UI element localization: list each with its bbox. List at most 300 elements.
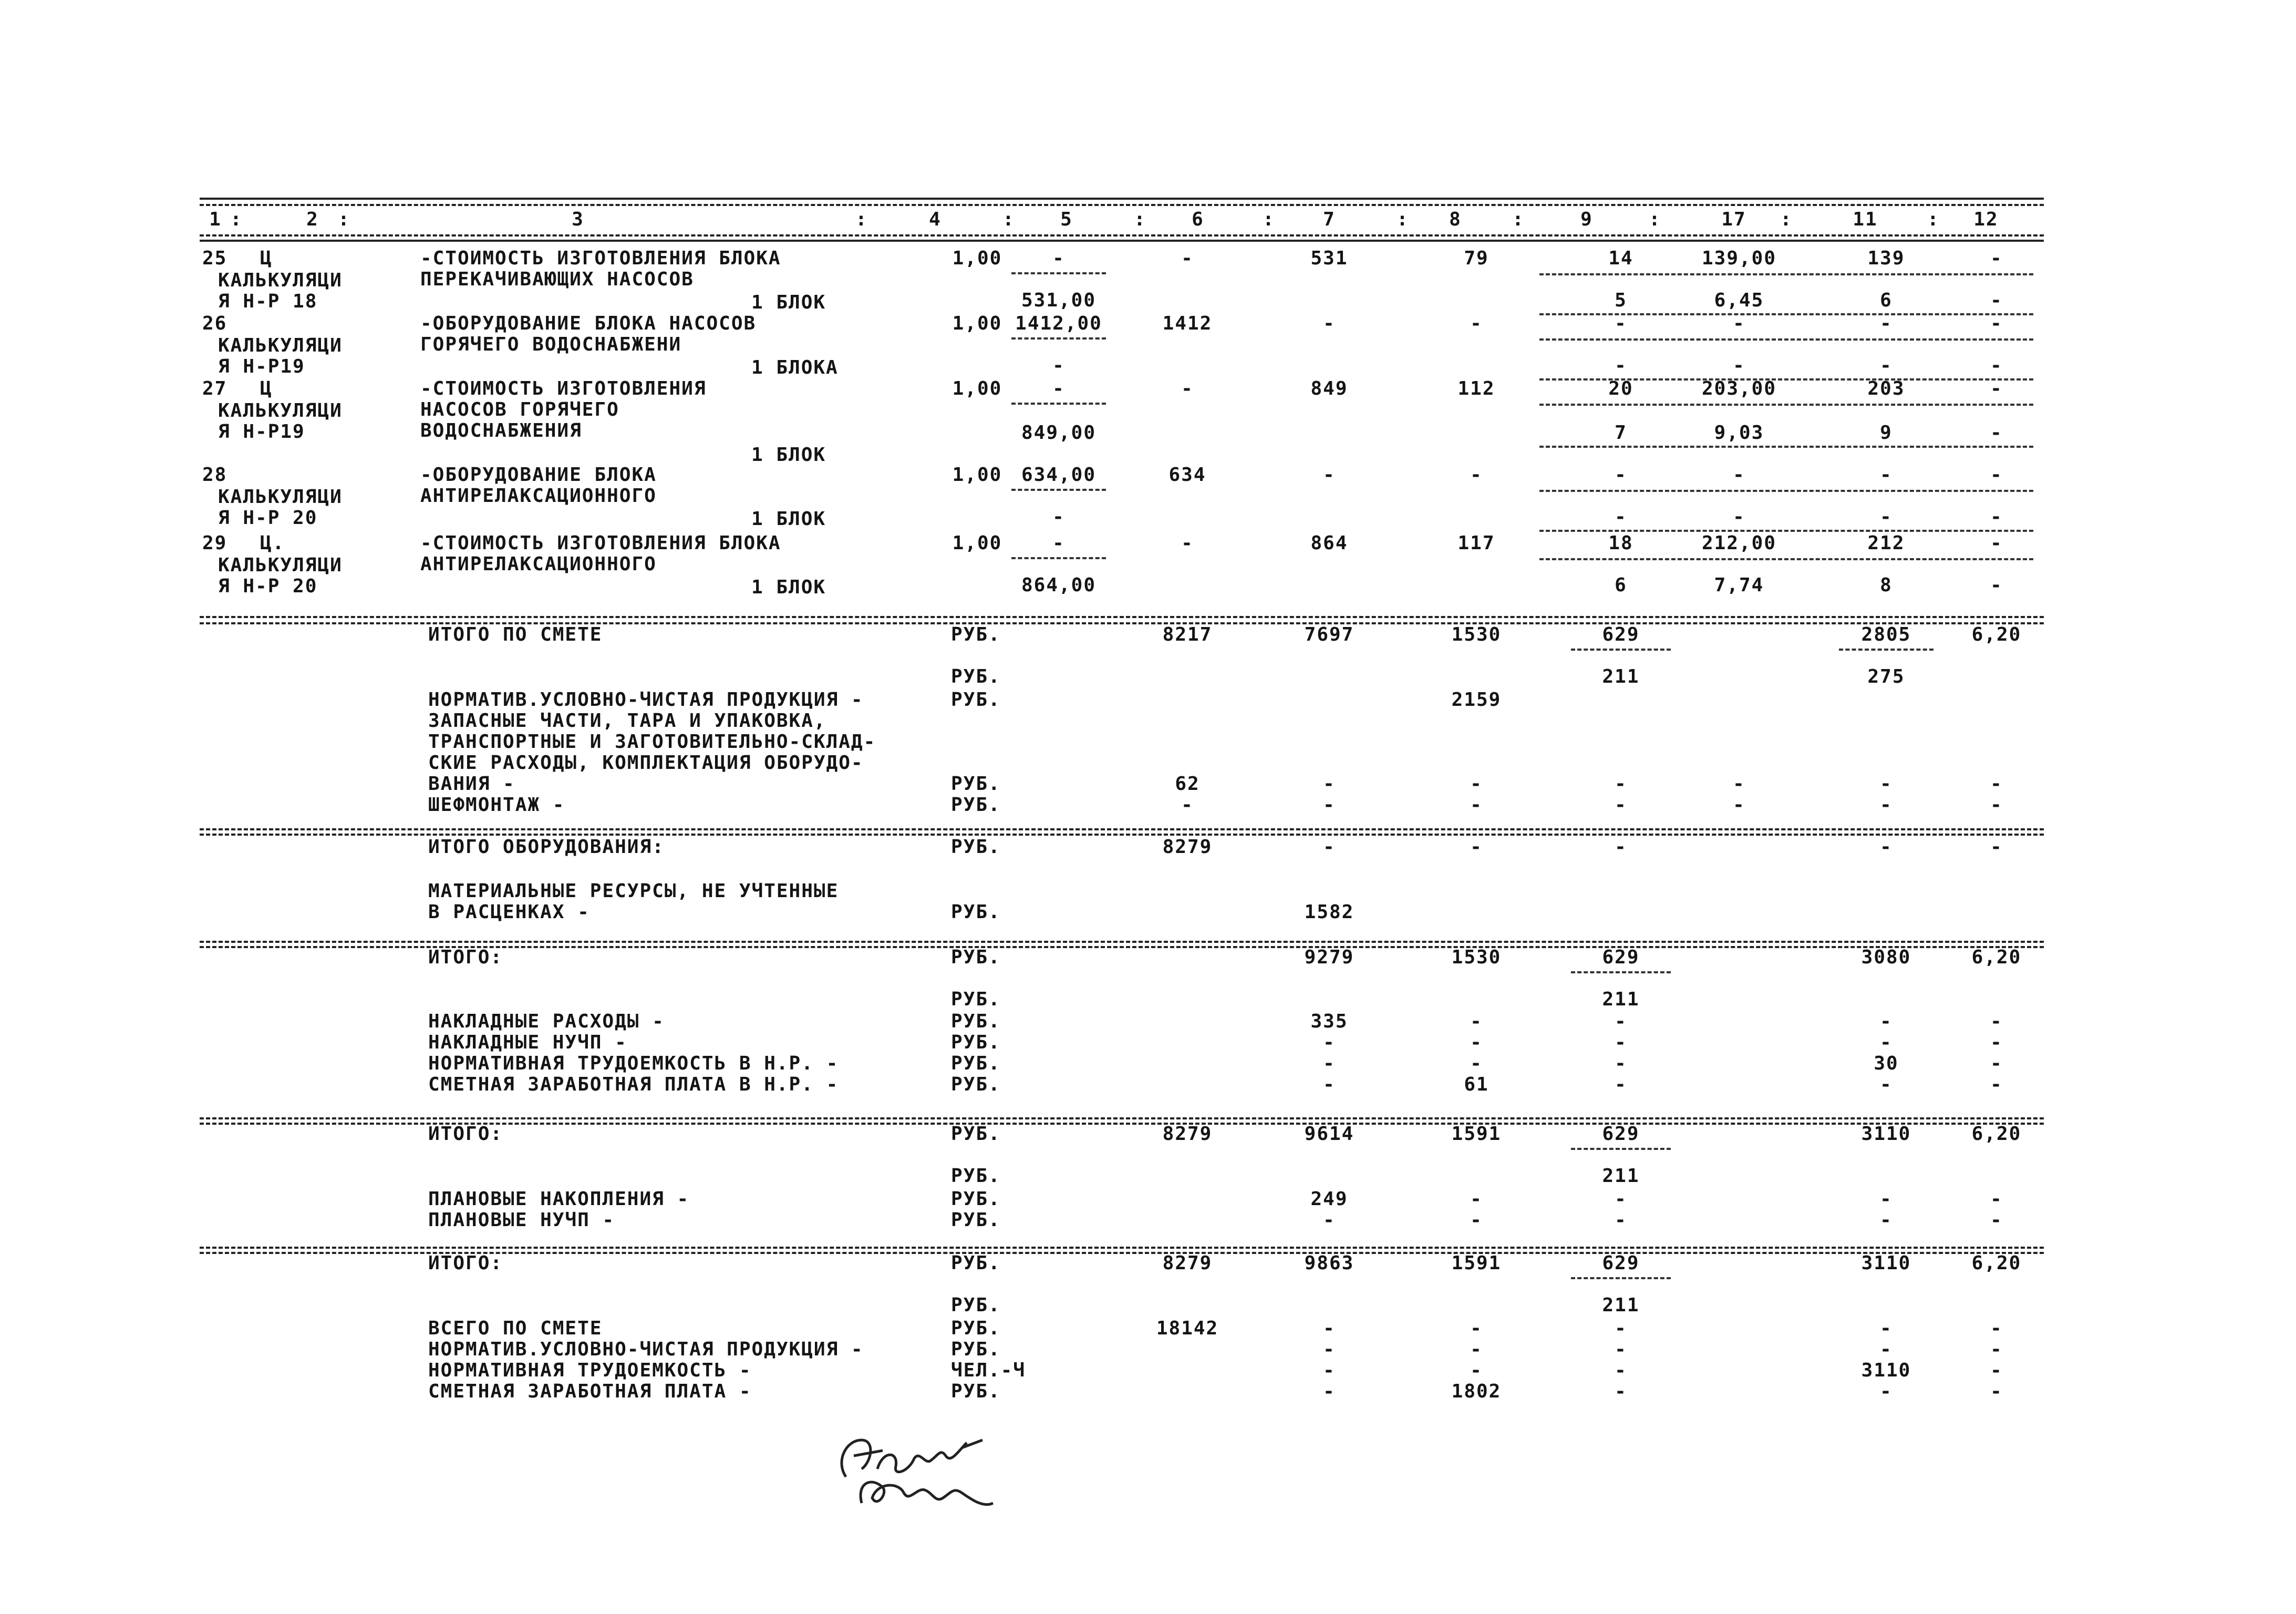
- section-rule: [200, 1123, 2044, 1125]
- summary-c11: -: [1880, 1011, 1892, 1032]
- summary-unit: РУБ.: [951, 1123, 1001, 1145]
- summary-c8: -: [1470, 1339, 1483, 1360]
- summary-c9: -: [1615, 1360, 1627, 1381]
- item-col10-sub: 6,45: [1714, 290, 1764, 311]
- summary-c9: -: [1615, 1011, 1627, 1032]
- column-header: 12: [1973, 209, 1999, 230]
- summary-c10: -: [1733, 773, 1745, 795]
- summary-c11: -: [1880, 1032, 1892, 1053]
- column-header: :: [1263, 209, 1275, 230]
- summary-label: ТРАНСПОРТНЫЕ И ЗАГОТОВИТЕЛЬНО-СКЛАД-: [428, 731, 876, 753]
- summary-c12: 6,20: [1971, 624, 2022, 645]
- summary-c9: 629: [1602, 624, 1640, 645]
- item-description: -СТОИМОСТЬ ИЗГОТОВЛЕНИЯ: [420, 378, 707, 399]
- item-quantity: 1,00: [952, 532, 1002, 554]
- item-col12: -: [1990, 248, 2003, 269]
- summary-c11: 3110: [1861, 1252, 1911, 1274]
- summary-c9: -: [1615, 1209, 1627, 1231]
- item-description: -СТОИМОСТЬ ИЗГОТОВЛЕНИЯ БЛОКА: [420, 532, 781, 554]
- item-unit: 1 БЛОК: [751, 292, 826, 313]
- item-col5: 1412,00: [1015, 313, 1102, 334]
- summary-c12: -: [1990, 1032, 2003, 1053]
- column-header: :: [1134, 209, 1146, 230]
- summary-c8: 1591: [1451, 1252, 1502, 1274]
- summary-unit-sub: РУБ.: [951, 1165, 1001, 1187]
- item-col8: -: [1470, 313, 1483, 334]
- item-col9: -: [1615, 464, 1627, 486]
- table-top-rule: [200, 198, 2044, 200]
- item-col10: 139,00: [1701, 248, 1777, 269]
- summary-c9: -: [1615, 1053, 1627, 1074]
- summary-c11: 3110: [1861, 1360, 1911, 1381]
- item-col7: -: [1323, 464, 1336, 486]
- column-header: :: [1927, 209, 1940, 230]
- summary-c11: -: [1880, 836, 1892, 858]
- column-header: :: [1780, 209, 1793, 230]
- item-calculation-ref: Я Н-Р 20: [218, 575, 318, 597]
- item-col5: -: [1052, 532, 1065, 554]
- item-separator: [1539, 530, 2033, 532]
- cell-rule: [1011, 272, 1106, 274]
- summary-c11: -: [1880, 1381, 1892, 1402]
- item-number: 29: [202, 532, 227, 554]
- summary-c11: 3080: [1861, 947, 1911, 968]
- item-col9-sub: 7: [1615, 422, 1627, 444]
- item-description: АНТИРЕЛАКСАЦИОННОГО: [420, 485, 657, 507]
- column-header: 9: [1580, 209, 1593, 230]
- item-calculation-ref: Я Н-Р 20: [218, 507, 318, 529]
- summary-c9-sub: 211: [1602, 1165, 1640, 1187]
- item-quantity: 1,00: [952, 313, 1002, 334]
- column-header: :: [1397, 209, 1409, 230]
- item-calculation-ref: КАЛЬКУЛЯЦИ: [218, 554, 343, 576]
- summary-unit-sub: РУБ.: [951, 666, 1001, 687]
- summary-c7: -: [1323, 1318, 1336, 1339]
- summary-c6: 18142: [1156, 1318, 1219, 1339]
- item-col5-sub: 531,00: [1021, 290, 1097, 311]
- item-quantity: 1,00: [952, 248, 1002, 269]
- summary-unit: РУБ.: [951, 901, 1001, 923]
- item-col10-sub: -: [1733, 355, 1745, 376]
- summary-c12: -: [1990, 1318, 2003, 1339]
- item-subline: [1539, 490, 2033, 492]
- column-header: 3: [572, 209, 584, 230]
- summary-c7: -: [1323, 1209, 1336, 1231]
- summary-label: ИТОГО:: [428, 947, 503, 968]
- summary-unit: РУБ.: [951, 1318, 1001, 1339]
- summary-c7: -: [1323, 1381, 1336, 1402]
- summary-label: МАТЕРИАЛЬНЫЕ РЕСУРСЫ, НЕ УЧТЕННЫЕ: [428, 880, 839, 902]
- summary-c7: 9614: [1304, 1123, 1354, 1145]
- summary-c11: 30: [1874, 1053, 1899, 1074]
- item-col11-sub: 9: [1880, 422, 1892, 444]
- item-description: АНТИРЕЛАКСАЦИОННОГО: [420, 553, 657, 575]
- summary-c8: 1591: [1451, 1123, 1502, 1145]
- summary-c12: -: [1990, 1209, 2003, 1231]
- summary-unit: РУБ.: [951, 624, 1001, 645]
- summary-c12: 6,20: [1971, 1123, 2022, 1145]
- column-header: :: [1649, 209, 1661, 230]
- item-calculation-ref: Я Н-Р19: [218, 356, 305, 377]
- summary-c8: -: [1470, 1188, 1483, 1210]
- summary-label: НОРМАТИВ.УСЛОВНО-ЧИСТАЯ ПРОДУКЦИЯ -: [428, 689, 864, 711]
- summary-label: СМЕТНАЯ ЗАРАБОТНАЯ ПЛАТА -: [428, 1381, 752, 1402]
- summary-c9: 629: [1602, 1123, 1640, 1145]
- summary-unit: РУБ.: [951, 773, 1001, 795]
- item-unit: 1 БЛОК: [751, 508, 826, 530]
- summary-c9-sub: 211: [1602, 666, 1640, 687]
- summary-c9: 629: [1602, 1252, 1640, 1274]
- summary-c11: -: [1880, 1188, 1892, 1210]
- summary-unit: РУБ.: [951, 794, 1001, 816]
- summary-label: В РАСЦЕНКАХ -: [428, 901, 590, 923]
- summary-c7: -: [1323, 794, 1336, 816]
- summary-c11: -: [1880, 1339, 1892, 1360]
- item-col10: 212,00: [1701, 532, 1777, 554]
- item-col5-sub: -: [1052, 355, 1065, 376]
- item-col6: -: [1181, 248, 1194, 269]
- summary-c9-sub: 211: [1602, 1294, 1640, 1316]
- item-calculation-ref: Я Н-Р 18: [218, 291, 318, 312]
- summary-label: ИТОГО ПО СМЕТЕ: [428, 624, 603, 645]
- summary-c7: -: [1323, 1053, 1336, 1074]
- summary-subline: [1571, 1277, 1671, 1279]
- summary-label: ВСЕГО ПО СМЕТЕ: [428, 1318, 603, 1339]
- item-col9: 14: [1608, 248, 1633, 269]
- item-col11: -: [1880, 464, 1892, 486]
- summary-unit: РУБ.: [951, 1032, 1001, 1053]
- item-calculation-ref: КАЛЬКУЛЯЦИ: [218, 335, 343, 356]
- header-bottom-rule: [200, 234, 2044, 237]
- summary-c7: 7697: [1304, 624, 1354, 645]
- item-col12: -: [1990, 464, 2003, 486]
- item-description: ПЕРЕКАЧИВАЮЩИХ НАСОСОВ: [420, 269, 694, 290]
- item-unit: 1 БЛОК: [751, 444, 826, 466]
- summary-unit: РУБ.: [951, 1188, 1001, 1210]
- summary-c8: 1530: [1451, 624, 1502, 645]
- item-col6: -: [1181, 378, 1194, 399]
- item-col6: 634: [1168, 464, 1206, 486]
- summary-unit: РУБ.: [951, 836, 1001, 858]
- summary-subline: [1571, 649, 1671, 651]
- item-mark: Ц.: [260, 532, 285, 554]
- summary-c9-sub: 211: [1602, 989, 1640, 1010]
- summary-unit: РУБ.: [951, 1209, 1001, 1231]
- cell-rule: [1011, 489, 1106, 491]
- item-col12: -: [1990, 532, 2003, 554]
- summary-c8: -: [1470, 1011, 1483, 1032]
- summary-c8: -: [1470, 836, 1483, 858]
- summary-label: ВАНИЯ -: [428, 773, 515, 795]
- summary-c7: -: [1323, 836, 1336, 858]
- summary-label: СКИЕ РАСХОДЫ, КОМПЛЕКТАЦИЯ ОБОРУДО-: [428, 752, 864, 774]
- summary-c7: -: [1323, 1339, 1336, 1360]
- item-subline: [1539, 558, 2033, 560]
- summary-c12: 6,20: [1971, 1252, 2022, 1274]
- summary-c12: -: [1990, 1339, 2003, 1360]
- item-calculation-ref: КАЛЬКУЛЯЦИ: [218, 400, 343, 422]
- item-unit: 1 БЛОК: [751, 577, 826, 598]
- summary-c6: 8279: [1162, 1123, 1213, 1145]
- summary-label: НАКЛАДНЫЕ РАСХОДЫ -: [428, 1011, 665, 1032]
- summary-c12: -: [1990, 1074, 2003, 1095]
- summary-label: ШЕФМОНТАЖ -: [428, 794, 565, 816]
- item-col12: -: [1990, 313, 2003, 334]
- summary-c9: -: [1615, 794, 1627, 816]
- summary-c8: 1802: [1451, 1381, 1502, 1402]
- item-col5-sub: 849,00: [1021, 422, 1097, 444]
- column-header: 4: [929, 209, 942, 230]
- summary-label: НОРМАТИВНАЯ ТРУДОЕМКОСТЬ В Н.Р. -: [428, 1053, 839, 1074]
- column-header: :: [230, 209, 243, 230]
- column-header: 17: [1721, 209, 1746, 230]
- item-col8: 117: [1457, 532, 1495, 554]
- item-col11-sub: -: [1880, 506, 1892, 528]
- item-mark: Ц: [260, 248, 273, 269]
- summary-c8: -: [1470, 773, 1483, 795]
- item-col11: 139: [1867, 248, 1905, 269]
- summary-c11: 3110: [1861, 1123, 1911, 1145]
- item-col11: 212: [1867, 532, 1905, 554]
- summary-c9: 629: [1602, 947, 1640, 968]
- column-header: 7: [1323, 209, 1336, 230]
- item-col12-sub: -: [1990, 574, 2003, 596]
- summary-label: ПЛАНОВЫЕ НАКОПЛЕНИЯ -: [428, 1188, 690, 1210]
- item-col10: -: [1733, 464, 1745, 486]
- section-rule: [200, 1247, 2044, 1249]
- summary-c9: -: [1615, 1032, 1627, 1053]
- summary-c12: -: [1990, 1053, 2003, 1074]
- summary-c8: -: [1470, 1209, 1483, 1231]
- column-header: 5: [1060, 209, 1073, 230]
- item-col12-sub: -: [1990, 355, 2003, 376]
- item-subline: [1539, 404, 2033, 406]
- summary-c12: -: [1990, 1381, 2003, 1402]
- column-header: :: [338, 209, 350, 230]
- item-col10: 203,00: [1701, 378, 1777, 399]
- column-header: :: [855, 209, 868, 230]
- summary-c12: -: [1990, 773, 2003, 795]
- summary-unit: РУБ.: [951, 1053, 1001, 1074]
- summary-c12: -: [1990, 1360, 2003, 1381]
- section-rule: [200, 616, 2044, 618]
- item-col11-sub: 6: [1880, 290, 1892, 311]
- summary-c8: 2159: [1451, 689, 1502, 711]
- item-col7: 864: [1310, 532, 1348, 554]
- summary-c12: -: [1990, 836, 2003, 858]
- column-header: 6: [1192, 209, 1204, 230]
- signature-compiled: [825, 1419, 1014, 1519]
- summary-c8: -: [1470, 1318, 1483, 1339]
- item-col5: -: [1052, 378, 1065, 399]
- cell-rule: [1011, 337, 1106, 340]
- summary-c7: 9279: [1304, 947, 1354, 968]
- summary-unit: РУБ.: [951, 1074, 1001, 1095]
- section-rule: [200, 946, 2044, 948]
- summary-c7: 1582: [1304, 901, 1354, 923]
- summary-label: ПЛАНОВЫЕ НУЧП -: [428, 1209, 615, 1231]
- summary-c7: -: [1323, 1032, 1336, 1053]
- summary-unit-sub: РУБ.: [951, 1294, 1001, 1316]
- item-col8: -: [1470, 464, 1483, 486]
- item-col7: 849: [1310, 378, 1348, 399]
- summary-unit: ЧЕЛ.-Ч: [951, 1360, 1026, 1381]
- item-col7: -: [1323, 313, 1336, 334]
- summary-c9: -: [1615, 1318, 1627, 1339]
- header-bottom-rule-2: [200, 240, 2044, 242]
- column-header: 11: [1853, 209, 1878, 230]
- item-col11: -: [1880, 313, 1892, 334]
- summary-unit: РУБ.: [951, 947, 1001, 968]
- summary-c6: 8217: [1162, 624, 1213, 645]
- summary-c7: -: [1323, 773, 1336, 795]
- item-description: ВОДОСНАБЖЕНИЯ: [420, 420, 582, 441]
- summary-c11: -: [1880, 1209, 1892, 1231]
- item-subline: [1539, 273, 2033, 275]
- item-col10: -: [1733, 313, 1745, 334]
- item-col10-sub: 7,74: [1714, 574, 1764, 596]
- item-separator: [1539, 446, 2033, 448]
- summary-c6: 62: [1175, 773, 1200, 795]
- item-col9-sub: -: [1615, 355, 1627, 376]
- item-col11-sub: -: [1880, 355, 1892, 376]
- summary-label: ЗАПАСНЫЕ ЧАСТИ, ТАРА И УПАКОВКА,: [428, 710, 826, 732]
- summary-unit: РУБ.: [951, 689, 1001, 711]
- column-header: :: [1002, 209, 1015, 230]
- section-rule: [200, 1252, 2044, 1254]
- item-col5-sub: 864,00: [1021, 574, 1097, 596]
- item-col8: 112: [1457, 378, 1495, 399]
- summary-c12: -: [1990, 794, 2003, 816]
- item-col9: 20: [1608, 378, 1633, 399]
- item-col9-sub: 5: [1615, 290, 1627, 311]
- summary-c11: -: [1880, 1318, 1892, 1339]
- summary-label: НОРМАТИВ.УСЛОВНО-ЧИСТАЯ ПРОДУКЦИЯ -: [428, 1339, 864, 1360]
- summary-unit: РУБ.: [951, 1339, 1001, 1360]
- column-header: 8: [1449, 209, 1462, 230]
- item-col10-sub: 9,03: [1714, 422, 1764, 444]
- item-col12-sub: -: [1990, 506, 2003, 528]
- section-rule: [200, 941, 2044, 943]
- item-col8: 79: [1464, 248, 1489, 269]
- column-header: :: [1512, 209, 1525, 230]
- summary-c8: -: [1470, 1053, 1483, 1074]
- section-rule: [200, 828, 2044, 830]
- summary-c7: 249: [1310, 1188, 1348, 1210]
- item-col11-sub: 8: [1880, 574, 1892, 596]
- item-quantity: 1,00: [952, 464, 1002, 486]
- column-header: 1: [209, 209, 222, 230]
- item-col7: 531: [1310, 248, 1348, 269]
- item-col9: 18: [1608, 532, 1633, 554]
- summary-c6: 8279: [1162, 1252, 1213, 1274]
- summary-c9: -: [1615, 1074, 1627, 1095]
- item-col9-sub: 6: [1615, 574, 1627, 596]
- item-col5-sub: -: [1052, 506, 1065, 528]
- summary-label: НАКЛАДНЫЕ НУЧП -: [428, 1032, 627, 1053]
- item-number: 28: [202, 464, 227, 486]
- item-quantity: 1,00: [952, 378, 1002, 399]
- summary-label: ИТОГО ОБОРУДОВАНИЯ:: [428, 836, 665, 858]
- summary-c7: 335: [1310, 1011, 1348, 1032]
- summary-c11: -: [1880, 773, 1892, 795]
- item-col11: 203: [1867, 378, 1905, 399]
- summary-label: СМЕТНАЯ ЗАРАБОТНАЯ ПЛАТА В Н.Р. -: [428, 1074, 839, 1095]
- cell-rule: [1011, 557, 1106, 559]
- summary-c11: -: [1880, 794, 1892, 816]
- section-rule: [200, 834, 2044, 836]
- summary-c11: -: [1880, 1074, 1892, 1095]
- summary-c9: -: [1615, 836, 1627, 858]
- summary-c11: 2805: [1861, 624, 1911, 645]
- summary-label: ИТОГО:: [428, 1123, 503, 1145]
- summary-label: ИТОГО:: [428, 1252, 503, 1274]
- item-col12-sub: -: [1990, 422, 2003, 444]
- summary-c12: -: [1990, 1188, 2003, 1210]
- summary-unit: РУБ.: [951, 1011, 1001, 1032]
- item-subline: [1539, 338, 2033, 341]
- item-description: ГОРЯЧЕГО ВОДОСНАБЖЕНИ: [420, 334, 682, 355]
- item-number: 26: [202, 313, 227, 334]
- summary-c11-sub: 275: [1867, 666, 1905, 687]
- summary-c8: -: [1470, 794, 1483, 816]
- item-description: НАСОСОВ ГОРЯЧЕГО: [420, 399, 619, 420]
- summary-c9: -: [1615, 773, 1627, 795]
- summary-c12: 6,20: [1971, 947, 2022, 968]
- item-col9-sub: -: [1615, 506, 1627, 528]
- item-calculation-ref: КАЛЬКУЛЯЦИ: [218, 270, 343, 291]
- item-col6: -: [1181, 532, 1194, 554]
- item-calculation-ref: Я Н-Р19: [218, 421, 305, 443]
- summary-subline: [1839, 649, 1933, 651]
- summary-c6: 8279: [1162, 836, 1213, 858]
- summary-c8: 1530: [1451, 947, 1502, 968]
- summary-subline: [1571, 1148, 1671, 1150]
- item-number: 25: [202, 248, 227, 269]
- summary-unit: РУБ.: [951, 1252, 1001, 1274]
- item-col9: -: [1615, 313, 1627, 334]
- summary-unit: РУБ.: [951, 1381, 1001, 1402]
- column-header: 2: [306, 209, 319, 230]
- item-col12-sub: -: [1990, 290, 2003, 311]
- summary-c9: -: [1615, 1381, 1627, 1402]
- item-col5: 634,00: [1021, 464, 1097, 486]
- summary-c8: -: [1470, 1360, 1483, 1381]
- summary-c7: -: [1323, 1074, 1336, 1095]
- item-col5: -: [1052, 248, 1065, 269]
- item-col6: 1412: [1162, 313, 1213, 334]
- cell-rule: [1011, 403, 1106, 405]
- item-description: -ОБОРУДОВАНИЕ БЛОКА НАСОСОВ: [420, 313, 757, 334]
- item-mark: Ц: [260, 378, 273, 399]
- summary-label: НОРМАТИВНАЯ ТРУДОЕМКОСТЬ -: [428, 1360, 752, 1381]
- item-col12: -: [1990, 378, 2003, 399]
- summary-c12: -: [1990, 1011, 2003, 1032]
- item-col10-sub: -: [1733, 506, 1745, 528]
- summary-c7: 9863: [1304, 1252, 1354, 1274]
- table-top-rule-2: [200, 204, 2044, 206]
- summary-c6: -: [1181, 794, 1194, 816]
- summary-c9: -: [1615, 1339, 1627, 1360]
- item-unit: 1 БЛОКА: [751, 357, 839, 378]
- item-description: -ОБОРУДОВАНИЕ БЛОКА: [420, 464, 657, 486]
- summary-c8: -: [1470, 1032, 1483, 1053]
- summary-c10: -: [1733, 794, 1745, 816]
- summary-c7: -: [1323, 1360, 1336, 1381]
- summary-subline: [1571, 971, 1671, 973]
- summary-c8: 61: [1464, 1074, 1489, 1095]
- section-rule: [200, 1117, 2044, 1119]
